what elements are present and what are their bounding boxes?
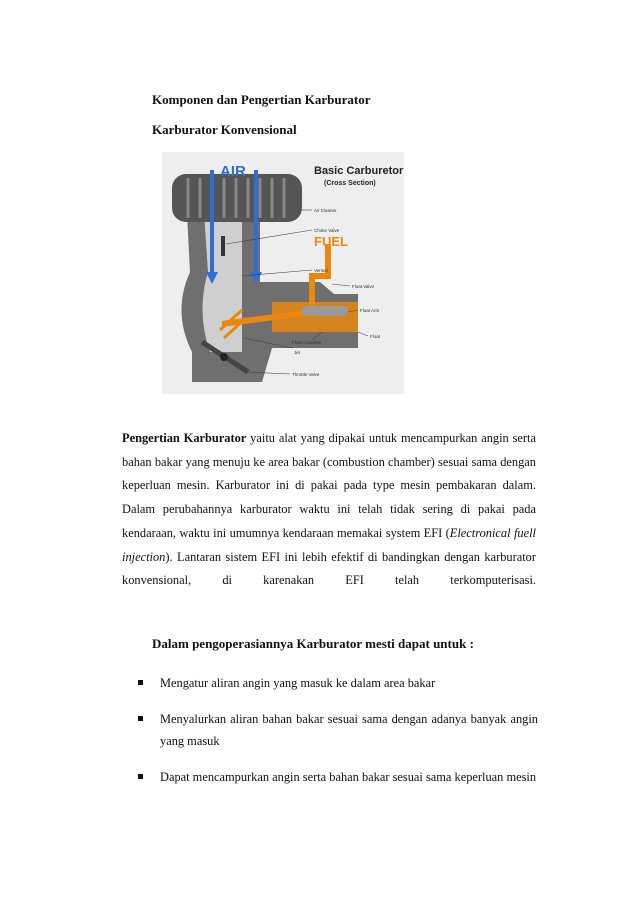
label-float: Float: [370, 334, 381, 339]
label-air-cleaner: Air Cleaner: [314, 208, 337, 213]
list-item-text: Menyalurkan aliran bahan bakar sesuai sama dengan adanya banyak angin yang masuk: [160, 712, 538, 748]
label-choke-valve: Choke Valve: [314, 228, 340, 233]
label-float-arm: Float Arm: [360, 308, 380, 313]
label-jet: Jet: [294, 350, 301, 355]
fuel-label: FUEL: [314, 234, 348, 249]
bullet-icon: [138, 716, 143, 721]
label-throttle-valve: Throttle Valve: [292, 372, 320, 377]
figure-subtitle: (Cross Section): [324, 180, 376, 187]
label-float-valve: Float Valve: [352, 284, 375, 289]
section-heading: Karburator Konvensional: [152, 122, 297, 137]
definition-paragraph: [122, 427, 536, 593]
list-item: [138, 672, 538, 694]
bullet-icon: [138, 774, 143, 779]
bullet-icon: [138, 680, 143, 685]
figure-title: Basic Carburetor: [314, 165, 404, 177]
definition-term: Pengertian Karburator: [122, 431, 247, 445]
list-item-text: Dapat mencampurkan angin serta bahan bakar sesuai sama keperluan mesin: [160, 770, 537, 784]
list-item: [138, 766, 538, 788]
list-item: [138, 708, 538, 752]
list-heading: Dalam pengoperasiannya Karburator mesti dapat untuk :: [152, 636, 474, 651]
list-item-text: Mengatur aliran angin yang masuk ke dalam area bakar: [160, 676, 436, 690]
carburetor-diagram: [162, 152, 404, 394]
label-venturi: Venturi: [314, 268, 329, 273]
paragraph-text-2: ). Lantaran sistem EFI ini lebih efektif di bandingkan dengan karburator konvensional, di karenakan EFI telah terkomputerisasi.: [122, 549, 536, 588]
paragraph-italic: Electronical fuell injection: [122, 525, 536, 564]
label-float-chamber: Float Chamber: [292, 340, 322, 345]
document-title: Komponen dan Pengertian Karburator: [152, 92, 371, 107]
paragraph-text-1: yaitu alat yang dipakai untuk mencampurkan angin serta bahan bakar yang menuju ke area bakar (combustion chamber) sesuai sama dengan keperluan mesin. Karburator ini di pakai pada type mesin pembakaran dalam. Dalam perubahannya karburator waktu ini telah tidak sering di pakai pada kendaraan, waktu ini umumnya kendaraan memakai system EFI (: [122, 431, 536, 540]
air-label: AIR: [220, 163, 246, 180]
